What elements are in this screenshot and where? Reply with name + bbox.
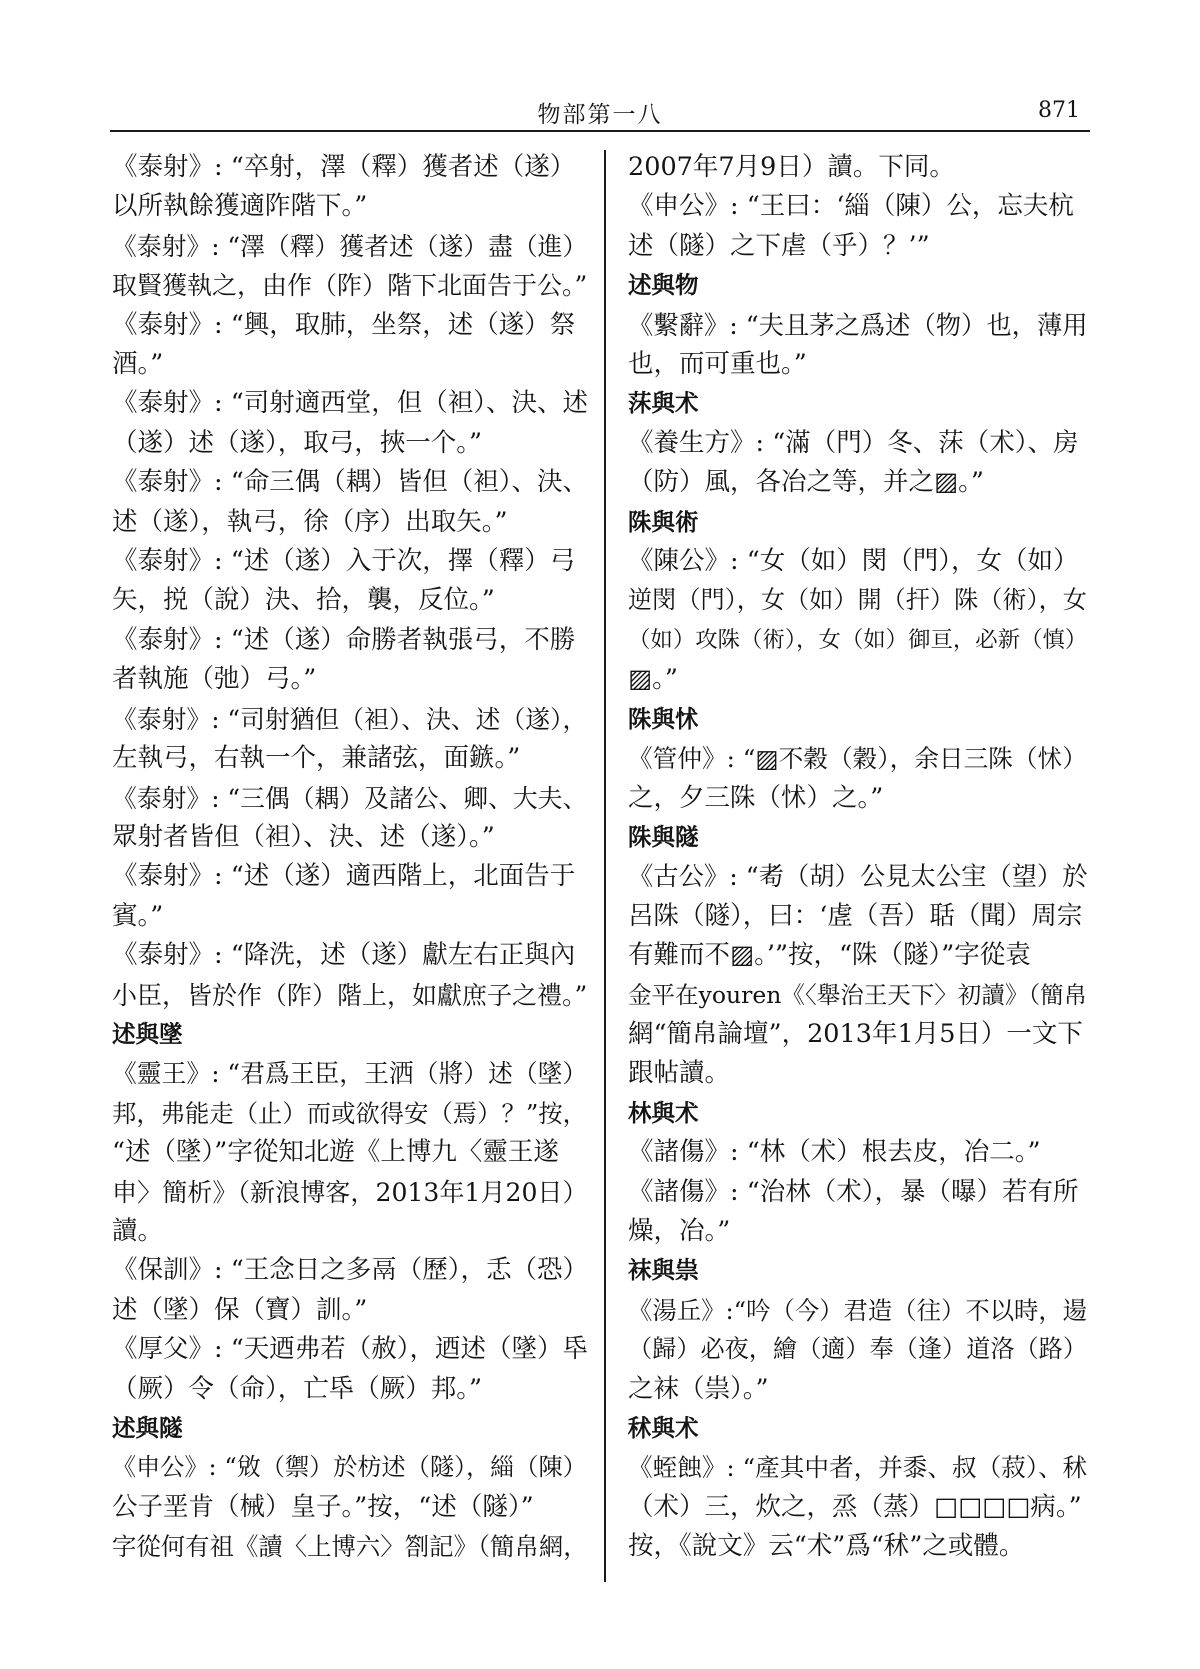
entry-heading: 述與墜 bbox=[112, 1019, 183, 1048]
text-line: 《蛭蝕》: “產其中者，并黍、叔（菽）、秫 bbox=[628, 1453, 1088, 1483]
text-line: 也，而可重也。” bbox=[628, 349, 807, 380]
entry-heading: 述與物 bbox=[628, 271, 699, 300]
text-line: 《諸傷》: “治林（术），暴（曝）若有所 bbox=[628, 1176, 1079, 1207]
text-line: 眾射者皆但（袒）、決、述（遂）。” bbox=[112, 821, 495, 852]
text-line: 《泰射》: “司射猶但（袒）、決、述（遂）， bbox=[112, 704, 588, 734]
entry-heading: 陎與術 bbox=[628, 507, 699, 536]
entry-heading: 陎與隧 bbox=[628, 822, 699, 851]
text-line: 《管仲》: “▨不穀（穀），余日三陎（怵） bbox=[628, 744, 1087, 774]
text-line: 《靈王》: “君爲王臣，王洒（將）述（墜） bbox=[112, 1059, 588, 1089]
text-line: 《泰射》: “述（遂）適西階上，北面告于 bbox=[112, 861, 576, 892]
text-line: 《厚父》: “天迺弗若（赦），迺述（墜）氒 bbox=[112, 1334, 588, 1365]
text-line: 《泰射》: “興，取肺，坐祭，述（遂）祭 bbox=[112, 309, 576, 340]
text-line: 《泰射》: “三偶（耦）及諸公、卿、大夫、 bbox=[112, 783, 588, 813]
right-column bbox=[628, 148, 1090, 1567]
text-line: 有難而不▨。’”按，“陎（隧）”字從袁 bbox=[628, 940, 1031, 971]
entry-heading: 述與隧 bbox=[112, 1414, 183, 1442]
text-line: 《泰射》: “司射適西堂，但（袒）、決、述 bbox=[112, 388, 588, 419]
text-line: 述（遂），執弓，徐（序）出取矢。” bbox=[112, 506, 508, 537]
text-line: 呂陎（隧），曰：‘虗（吾）聒（聞）周宗 bbox=[628, 900, 1083, 931]
header-rule bbox=[110, 130, 1090, 132]
entry-heading: 袜與祟 bbox=[628, 1256, 699, 1285]
text-line: 《泰射》: “述（遂）入于次，擇（釋）弓 bbox=[112, 546, 576, 577]
text-line: 按，《說文》云“术”爲“秫”之或體。 bbox=[628, 1531, 1025, 1562]
text-line: 《古公》: “耇（胡）公見太公宔（望）於 bbox=[628, 862, 1088, 892]
text-line: 《諸傷》: “林（术）根去皮，冶二。” bbox=[628, 1137, 1041, 1168]
entry-heading: 陎與怵 bbox=[628, 704, 699, 733]
column-divider bbox=[604, 150, 606, 1582]
text-line: 之袜（祟）。” bbox=[628, 1373, 769, 1404]
text-line: 《陳公》: “女（如）閔（門），女（如） bbox=[628, 546, 1079, 577]
text-line: 《養生方》: “滿（門）冬、莯（术）、房 bbox=[628, 427, 1079, 458]
text-line: 公子垩肯（械）皇子。”按，“述（隧）” bbox=[112, 1491, 534, 1522]
text-line: 讀。 bbox=[112, 1215, 164, 1246]
text-line: （歸）必夜，繪（適）奉（逢）道洛（路） bbox=[628, 1335, 1087, 1364]
text-line: （如）攻陎（術），女（如）御亘，必新（慎） bbox=[628, 626, 1088, 653]
page-number: 871 bbox=[1038, 98, 1080, 123]
text-line: （术）三，炊之，烝（蒸）□□□□病。” bbox=[628, 1491, 1082, 1522]
text-line: 《保訓》: “王念日之多鬲（歷），忎（恐） bbox=[112, 1255, 588, 1286]
text-line: 述（墜）保（寶）訓。” bbox=[112, 1294, 368, 1325]
text-line: 網“簡帛論壇”，2013年1月5日）一文下 bbox=[628, 1018, 1083, 1049]
left-column bbox=[112, 148, 590, 1567]
entry-heading: 秫與术 bbox=[628, 1414, 699, 1442]
text-line: 《湯丘》:“吟（今）君造（往）不以時，逿 bbox=[628, 1295, 1088, 1325]
text-line: 述（隧）之下虐（乎）？’” bbox=[628, 230, 930, 261]
text-line: 燥，冶。” bbox=[628, 1215, 731, 1246]
text-line: 以所執餘獲適阼階下。” bbox=[112, 191, 368, 222]
text-line: 《申公》: “王曰：‘緇（陳）公，忘夫杭 bbox=[628, 191, 1074, 222]
page-header bbox=[110, 86, 1090, 132]
text-line: （遂）述（遂），取弓，挾一个。” bbox=[112, 427, 483, 458]
entry-heading: 莯與术 bbox=[628, 389, 699, 418]
text-line: 《泰射》: “卒射，澤（釋）獲者述（遂） bbox=[112, 152, 576, 182]
text-line: 逆閔（門），女（如）開（扞）陎（術），女 bbox=[628, 586, 1087, 615]
text-line: “述（墜）”字從知北遊《上博九〈靈王遂 bbox=[112, 1137, 559, 1168]
text-line: （防）風，各冶之等，并之▨。” bbox=[628, 467, 984, 498]
text-line: 《泰射》: “述（遂）命勝者執張弓，不勝 bbox=[112, 624, 576, 655]
text-line: 邦，弗能走（止）而或欲得安（焉）？”按， bbox=[112, 1098, 587, 1128]
text-line: 賓。” bbox=[112, 900, 164, 931]
entry-heading: 林與术 bbox=[628, 1098, 699, 1127]
text-line: 字從何有祖《讀〈上博六〉劄記》（簡帛網， bbox=[112, 1532, 588, 1562]
text-line: 矢，捝（說）決、拾，襲，反位。” bbox=[112, 585, 495, 616]
text-line: 《泰射》: “命三偶（耦）皆但（袒）、決、 bbox=[112, 467, 588, 498]
text-line: 《申公》: “敓（禦）於枋述（隧），緇（陳） bbox=[112, 1453, 587, 1482]
text-line: 《泰射》: “澤（釋）獲者述（遂）盡（進） bbox=[112, 231, 588, 261]
text-line: 左執弓，右執一个，兼諸弦，面鏃。” bbox=[112, 743, 521, 774]
text-line: 者執施（弛）弓。” bbox=[112, 664, 317, 695]
text-line: 取賢獲執之，由作（阼）階下北面告于公。” bbox=[112, 271, 588, 301]
text-line: 之，夕三陎（怵）之。” bbox=[628, 782, 884, 813]
text-line: 《泰射》: “降洗，述（遂）獻左右正與內 bbox=[112, 940, 576, 971]
text-line: ▨。” bbox=[628, 664, 678, 695]
text-line: 金平在youren《〈舉治王天下〉初讀》（簡帛 bbox=[628, 980, 1088, 1009]
text-line: 小臣，皆於作（阼）階上，如獻庶子之禮。” bbox=[112, 980, 588, 1010]
text-line: （厥）令（命），亡氒（厥）邦。” bbox=[112, 1373, 483, 1404]
running-head: 物部第一八 bbox=[537, 102, 663, 128]
text-line: 跟帖讀。 bbox=[628, 1058, 731, 1089]
text-line: 申〉簡析》（新浪博客，2013年1月20日） bbox=[112, 1177, 588, 1207]
text-line: 酒。” bbox=[112, 349, 164, 380]
text-line: 2007年7月9日）讀。下同。 bbox=[628, 152, 955, 182]
text-line: 《繫辭》: “夫且茅之爲述（物）也，薄用 bbox=[628, 310, 1088, 340]
